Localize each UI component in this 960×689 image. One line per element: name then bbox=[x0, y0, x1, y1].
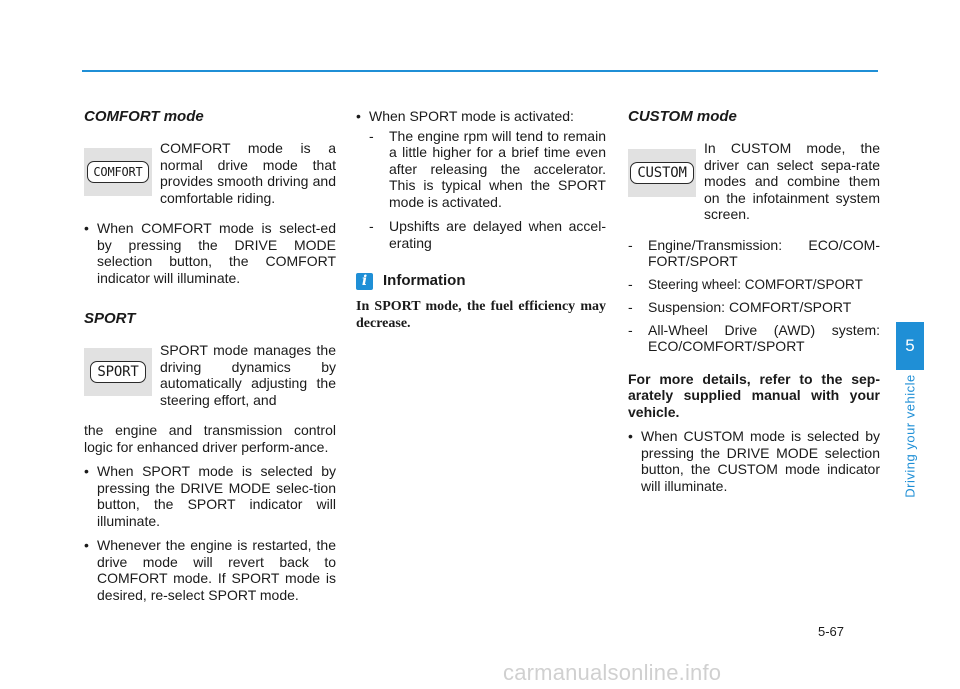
custom-intro-text: In CUSTOM mode, the driver can select sepa-rate modes and combine them on the infotainment system screen. bbox=[704, 140, 880, 222]
custom-badge bbox=[628, 149, 696, 197]
comfort-bullet: • When COMFORT mode is select-ed by pressing the DRIVE MODE selection button, the COMFORT indicator will illuminate. bbox=[84, 220, 336, 286]
comfort-badge-label: COMFORT bbox=[87, 161, 148, 184]
custom-dash-1 bbox=[628, 237, 880, 270]
column-left bbox=[84, 108, 336, 603]
sport-heading: SPORT bbox=[84, 310, 136, 327]
column-middle bbox=[356, 108, 606, 332]
information-body: In SPORT mode, the fuel efficiency may decrease. bbox=[356, 299, 606, 331]
dash-mark: - bbox=[369, 218, 374, 234]
dash-text: Suspension: COMFORT/SPORT bbox=[648, 299, 852, 315]
watermark: carmanualsonline.info bbox=[503, 660, 722, 685]
custom-bullet: • When CUSTOM mode is selected by pressing the DRIVE MODE selection button, the CUSTOM mode indicator will illuminate. bbox=[628, 428, 880, 494]
custom-dash-4 bbox=[628, 322, 880, 355]
column-right bbox=[628, 108, 880, 494]
page-number: 5-67 bbox=[818, 624, 845, 639]
sport-badge bbox=[84, 348, 152, 396]
comfort-badge bbox=[84, 148, 152, 196]
custom-intro bbox=[628, 140, 880, 223]
dash-mark: - bbox=[628, 236, 633, 253]
dash-text: Engine/Transmission: ECO/COM-FORT/SPORT bbox=[648, 236, 880, 269]
custom-badge-label: CUSTOM bbox=[630, 162, 693, 185]
sport-bullet-1: • When SPORT mode is selected by pressing the DRIVE MODE selec-tion button, the SPORT indicator will illuminate. bbox=[84, 463, 336, 529]
dash-text: The engine rpm will tend to remain a little higher for a brief time even after releasing the accelerator. This is typical when the SPORT mode is activated. bbox=[389, 127, 606, 210]
custom-dash-3 bbox=[628, 299, 880, 316]
information-title: Information bbox=[383, 272, 466, 290]
dash-text: All-Wheel Drive (AWD) system: ECO/COMFORT/SPORT bbox=[648, 321, 880, 354]
sport-continuation: the engine and transmission control logic for enhanced driver perform-ance. bbox=[84, 422, 336, 455]
dash-mark: - bbox=[628, 299, 633, 315]
info-icon: i bbox=[356, 273, 373, 290]
dash-mark: - bbox=[628, 321, 633, 338]
sport-intro-text: SPORT mode manages the driving dynamics by automatically adjusting the steering effort, and bbox=[160, 342, 336, 408]
sport-active-dash-1 bbox=[369, 128, 606, 211]
custom-dash-2 bbox=[628, 276, 880, 294]
dash-mark: - bbox=[628, 275, 633, 292]
dash-text: Upshifts are delayed when accel-erating bbox=[389, 218, 606, 251]
chapter-tab: 5 bbox=[896, 322, 924, 370]
sport-active-dash-2 bbox=[369, 218, 606, 251]
information-header bbox=[356, 273, 606, 290]
comfort-intro bbox=[84, 140, 336, 206]
sport-badge-label: SPORT bbox=[90, 361, 145, 384]
custom-heading: CUSTOM mode bbox=[628, 108, 737, 125]
dash-text: Steering wheel: COMFORT/SPORT bbox=[648, 276, 863, 292]
header-rule bbox=[82, 70, 878, 72]
sport-intro bbox=[84, 342, 336, 408]
sport-bullet-2: • Whenever the engine is restarted, the drive mode will revert back to COMFORT mode. If SPORT mode is desired, re-select SPORT mode. bbox=[84, 537, 336, 603]
chapter-label: Driving your vehicle bbox=[902, 374, 918, 498]
sport-active-bullet: • When SPORT mode is activated: bbox=[356, 108, 606, 125]
custom-note: For more details, refer to the sep-arately supplied manual with your vehicle. bbox=[628, 370, 880, 420]
comfort-heading: COMFORT mode bbox=[84, 108, 204, 125]
dash-mark: - bbox=[369, 127, 374, 144]
comfort-intro-text: COMFORT mode is a normal drive mode that provides smooth driving and comfortable riding. bbox=[160, 140, 336, 206]
